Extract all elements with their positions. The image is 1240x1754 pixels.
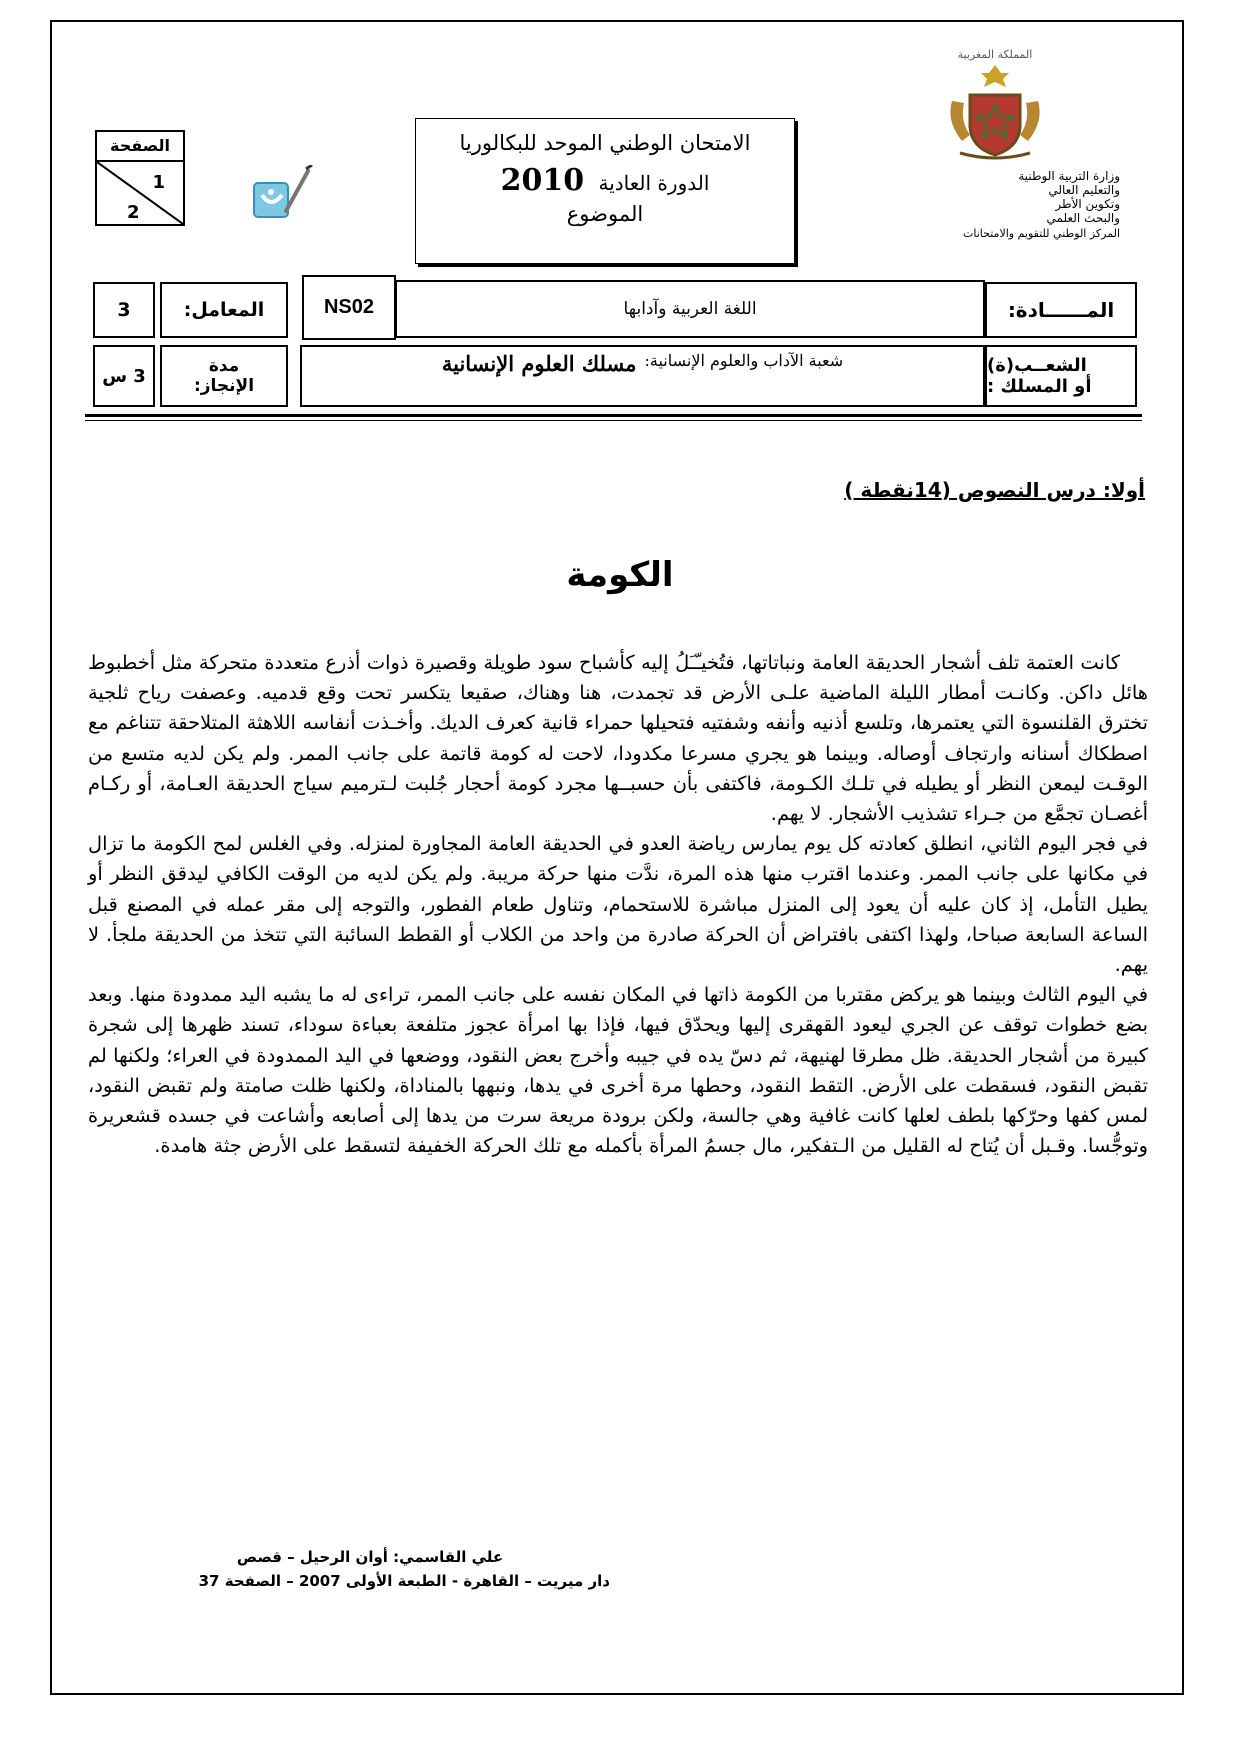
- evaluation-center: المركز الوطني للتقويم والامتحانات: [963, 227, 1120, 240]
- page-total: 2: [127, 202, 140, 223]
- branch-key-line: أو المسلك :: [987, 376, 1092, 397]
- ministry-line: والبحث العلمي: [1046, 211, 1120, 225]
- branch-prefix: شعبة الآداب والعلوم الإنسانية:: [644, 351, 844, 370]
- coefficient-value: 3: [93, 282, 155, 338]
- exam-session: [416, 163, 794, 198]
- section-heading: أولا: درس النصوص (14نقطة ): [844, 478, 1145, 502]
- branch-key: [985, 345, 1137, 407]
- ministry-lines: [870, 169, 1120, 225]
- source-author: علي القاسمي: أوان الرحيل – قصص: [236, 1548, 504, 1566]
- header-rule-thin: [85, 420, 1142, 421]
- text-source: [130, 1545, 610, 1593]
- duration-key: [160, 345, 288, 407]
- page-label: الصفحة: [97, 132, 183, 162]
- page-divider: [97, 162, 183, 224]
- exam-title-box: [415, 118, 795, 264]
- ministry-line: وزارة التربية الوطنية: [1018, 169, 1120, 183]
- royal-emblem-icon: [940, 61, 1050, 161]
- paragraph: في اليوم الثالث وبينما هو يركض مقتربا من الكومة ذاتها في المكان نفسه على جانب الممر، تراءى له ما يشبه اليد ممدودة منها. وبعد بضع خطوات توقف عن الجري ليعود القهقرى إليها ويحدّق فيها، فإذا بها امرأة عجوز متلفعة بعباءة سوداء، تسند ظهرها إلى شجرة كبيرة من أشجار الحديقة. ظل مطرقا لهنيهة، ثم دسّ يده في جيبه وأخرج بعض النقود، ووضعها في اليد الممدودة في العراء؛ ولكنها لم تقبض النقود، فسقطت على الأرض. التقط النقود، وحطها مرة أخرى في يدها، ونبهها بالمناداة، ولكنها ظلت صامتة ولم تقبض النقود، لمس كفها وحرّكها بلطف لعلها كانت غافية وهي جالسة، ولكن برودة مريعة سرت من يدها إلى أصابعه وأشاعت في جسده قشعريرة وتوجُّسا. وقـبل أن يُتاح له القليل من الـتفكير، مال جسمُ المرأة بأكمله مع تلك الحركة الخفيفة لتسقط على الأرض جثة هامدة.: [88, 983, 1148, 1158]
- subject-value: اللغة العربية وآدابها: [395, 280, 985, 338]
- text-body: [88, 648, 1148, 1161]
- page-counter: [95, 130, 185, 226]
- duration-value: 3 س: [93, 345, 155, 407]
- source-publisher: دار ميريت – القاهرة - الطبعة الأولى 2007 – الصفحة 37: [198, 1572, 610, 1590]
- paragraph: في فجر اليوم الثاني، انطلق كعادته كل يوم يمارس رياضة العدو في الحديقة العامة المجاورة لمنزله. وفي الغلس لمح الكومة ما تزال في مكانها على جانب الممر. وعندما اقترب منها هذه المرة، ندَّت منها حركة مريبة. ولم يكن لديه من الوقت الكافي ليدقق النظر أو يطيل التأمل، إذ كان عليه أن يعود إلى المنزل مباشرة للاستحمام، وتناول طعام الفطور، والتوجه إلى مقر عمله في المصنع قبل الساعة السابعة صباحا، ولهذا اكتفى بافتراض أن الحركة صادرة من واحد من الكلاب أو القطط السائبة التي تتخذ من الحديقة ملجأ. لا يهم.: [88, 832, 1148, 977]
- ministry-header: [870, 48, 1120, 240]
- coefficient-key: المعامل:: [160, 282, 288, 338]
- ministry-line: والتعليم العالي: [1048, 183, 1120, 197]
- subject-label: الموضوع: [566, 202, 644, 226]
- header-rule: [85, 414, 1142, 417]
- branch-main: مسلك العلوم الإنسانية: [441, 351, 637, 376]
- duration-key-line: مدة: [208, 356, 240, 376]
- subject-key: المــــــادة:: [985, 282, 1137, 338]
- subject-code: NS02: [302, 275, 396, 340]
- session-label: الدورة العادية: [598, 171, 710, 195]
- page-current: 1: [152, 172, 165, 193]
- exam-logo-icon: [250, 165, 316, 223]
- branch-value: [300, 345, 985, 407]
- exam-year: 2010: [500, 163, 585, 198]
- exam-title: الامتحان الوطني الموحد للبكالوريا: [459, 131, 751, 155]
- paragraph: كانت العتمة تلف أشجار الحديقة العامة ونباتاتها، فتُخيـّـَلُ إليه كأشباح سود طويلة وقصيرة ذوات أذرع متعددة متحركة مثل أخطبوط هائل داكن. وكانـت أمطار الليلة الماضية علـى الأرض قد تجمدت، هنا وهناك، صقيعا يتكسر تحت وقع قدميه. وعصفت رياح ثلجية تخترق القلنسوة التي يعتمرها، وتلسع أذنيه وأنفه وشفتيه فتحيلها حمراء قانية كعرف الديك. وأخـذت أنفاسه اللاهثة المتلاحقة تتناغم مع اصطكاك أسنانه وارتجاف أوصاله. وبينما هو يجري مسرعا مكدودا، لاحت له كومة قاتمة على جانب الممر. ولم يكن لديه متسع من الوقـت ليمعن النظر أو يطيله في تلـك الكـومة، فاكتفى بأن حسبــها مجرد كومة أحجار جُلبت لـترميم سياج الحديقة العـامة، أو ركـام أغصـان تجمَّع من جـراء تشذيب الأشجار. لا يهم.: [88, 651, 1148, 826]
- ministry-line: وتكوين الأطر: [1055, 197, 1120, 211]
- kingdom-name: المملكة المغربية: [957, 48, 1033, 61]
- duration-key-line: الإنجاز:: [193, 376, 255, 396]
- text-title: الكومة: [566, 555, 674, 595]
- branch-key-line: الشعــب(ة): [987, 355, 1087, 376]
